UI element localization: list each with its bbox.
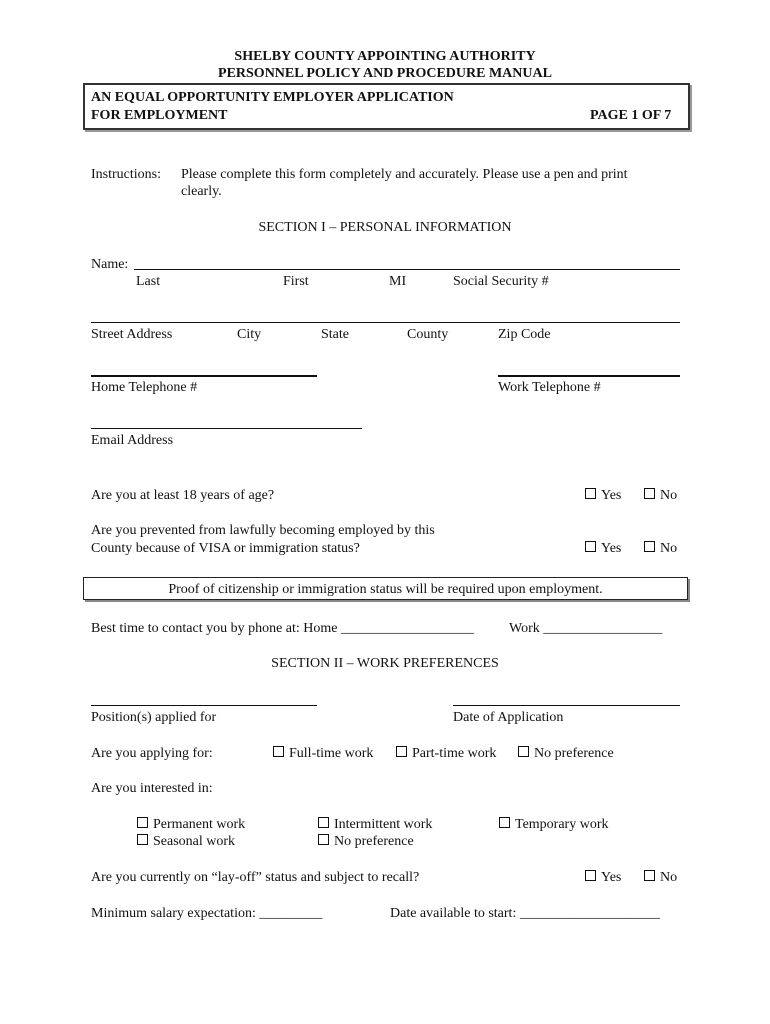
applying-for-label: Are you applying for: bbox=[91, 746, 213, 761]
state-label: State bbox=[321, 327, 349, 342]
proof-notice-text: Proof of citizenship or immigration status will be required upon employment. bbox=[168, 582, 603, 597]
instructions-text-1: Please complete this form completely and accurately. Please use a pen and print bbox=[181, 167, 628, 182]
checkbox-icon bbox=[585, 541, 596, 552]
name-label: Name: bbox=[91, 257, 129, 272]
last-name-label: Last bbox=[136, 274, 161, 289]
date-application-field-line[interactable] bbox=[453, 705, 680, 706]
checkbox-icon bbox=[273, 746, 284, 757]
permanent-label: Permanent work bbox=[153, 817, 246, 832]
checkbox-icon bbox=[137, 817, 148, 828]
street-address-label: Street Address bbox=[91, 327, 173, 342]
visa-no-checkbox[interactable] bbox=[644, 540, 677, 557]
no-preference-label: No preference bbox=[534, 746, 614, 761]
visa-yes-label: Yes bbox=[601, 541, 622, 556]
position-field-line[interactable] bbox=[91, 705, 317, 706]
checkbox-icon bbox=[644, 541, 655, 552]
instructions-text-2: clearly. bbox=[181, 184, 222, 199]
layoff-yes-label: Yes bbox=[601, 870, 622, 885]
checkbox-icon bbox=[585, 870, 596, 881]
instructions-label: Instructions: bbox=[91, 167, 161, 182]
page-number: PAGE 1 OF 7 bbox=[590, 108, 672, 123]
header-line-1: SHELBY COUNTY APPOINTING AUTHORITY bbox=[234, 49, 536, 64]
temporary-checkbox[interactable] bbox=[499, 816, 609, 833]
header-line-2: PERSONNEL POLICY AND PROCEDURE MANUAL bbox=[218, 66, 552, 81]
email-field-line[interactable] bbox=[91, 428, 362, 429]
checkbox-icon bbox=[318, 817, 329, 828]
no-preference-2-label: No preference bbox=[334, 834, 414, 849]
part-time-checkbox[interactable] bbox=[396, 745, 496, 762]
city-label: City bbox=[237, 327, 262, 342]
seasonal-label: Seasonal work bbox=[153, 834, 236, 849]
county-label: County bbox=[407, 327, 449, 342]
visa-yes-checkbox[interactable] bbox=[585, 540, 621, 557]
checkbox-icon bbox=[644, 488, 655, 499]
home-phone-field-line[interactable] bbox=[91, 375, 317, 377]
age-question: Are you at least 18 years of age? bbox=[91, 488, 275, 503]
age-yes-checkbox[interactable] bbox=[585, 487, 621, 504]
checkbox-icon bbox=[585, 488, 596, 499]
checkbox-icon bbox=[499, 817, 510, 828]
checkbox-icon bbox=[396, 746, 407, 757]
layoff-no-checkbox[interactable] bbox=[644, 869, 677, 886]
ssn-label: Social Security # bbox=[453, 274, 549, 289]
no-preference-checkbox[interactable] bbox=[518, 745, 614, 762]
full-time-label: Full-time work bbox=[289, 746, 374, 761]
full-time-checkbox[interactable] bbox=[273, 745, 373, 762]
title-line-2: FOR EMPLOYMENT bbox=[91, 108, 228, 123]
intermittent-label: Intermittent work bbox=[334, 817, 433, 832]
visa-question-line-1: Are you prevented from lawfully becoming employed by this bbox=[91, 523, 435, 538]
date-available-field[interactable]: Date available to start: ____________________ bbox=[390, 906, 660, 921]
seasonal-checkbox[interactable] bbox=[137, 833, 235, 850]
visa-no-label: No bbox=[660, 541, 678, 556]
best-time-work[interactable]: Work _________________ bbox=[509, 621, 663, 636]
home-phone-label: Home Telephone # bbox=[91, 380, 198, 395]
intermittent-checkbox[interactable] bbox=[318, 816, 432, 833]
temporary-label: Temporary work bbox=[515, 817, 609, 832]
age-no-label: No bbox=[660, 488, 678, 503]
visa-question-line-2: County because of VISA or immigration status? bbox=[91, 541, 360, 556]
interested-in-label: Are you interested in: bbox=[91, 781, 213, 796]
position-label: Position(s) applied for bbox=[91, 710, 217, 725]
section-1-title: SECTION I – PERSONAL INFORMATION bbox=[258, 220, 512, 235]
name-field-line[interactable] bbox=[134, 269, 680, 270]
no-preference-2-checkbox[interactable] bbox=[318, 833, 414, 850]
age-yes-label: Yes bbox=[601, 488, 622, 503]
part-time-label: Part-time work bbox=[412, 746, 497, 761]
age-no-checkbox[interactable] bbox=[644, 487, 677, 504]
zip-code-label: Zip Code bbox=[498, 327, 551, 342]
layoff-question: Are you currently on “lay-off” status and subject to recall? bbox=[91, 870, 420, 885]
work-phone-label: Work Telephone # bbox=[498, 380, 601, 395]
min-salary-field[interactable]: Minimum salary expectation: _________ bbox=[91, 906, 323, 921]
permanent-checkbox[interactable] bbox=[137, 816, 245, 833]
first-name-label: First bbox=[283, 274, 309, 289]
layoff-no-label: No bbox=[660, 870, 678, 885]
date-application-label: Date of Application bbox=[453, 710, 564, 725]
best-time-home[interactable]: Best time to contact you by phone at: Home ___________________ bbox=[91, 621, 475, 636]
checkbox-icon bbox=[318, 834, 329, 845]
checkbox-icon bbox=[518, 746, 529, 757]
mi-label: MI bbox=[389, 274, 407, 289]
title-line-1: AN EQUAL OPPORTUNITY EMPLOYER APPLICATION bbox=[91, 90, 454, 105]
address-field-line[interactable] bbox=[91, 322, 680, 323]
section-2-title: SECTION II – WORK PREFERENCES bbox=[271, 656, 499, 671]
work-phone-field-line[interactable] bbox=[498, 375, 680, 377]
checkbox-icon bbox=[644, 870, 655, 881]
checkbox-icon bbox=[137, 834, 148, 845]
layoff-yes-checkbox[interactable] bbox=[585, 869, 621, 886]
email-label: Email Address bbox=[91, 433, 174, 448]
